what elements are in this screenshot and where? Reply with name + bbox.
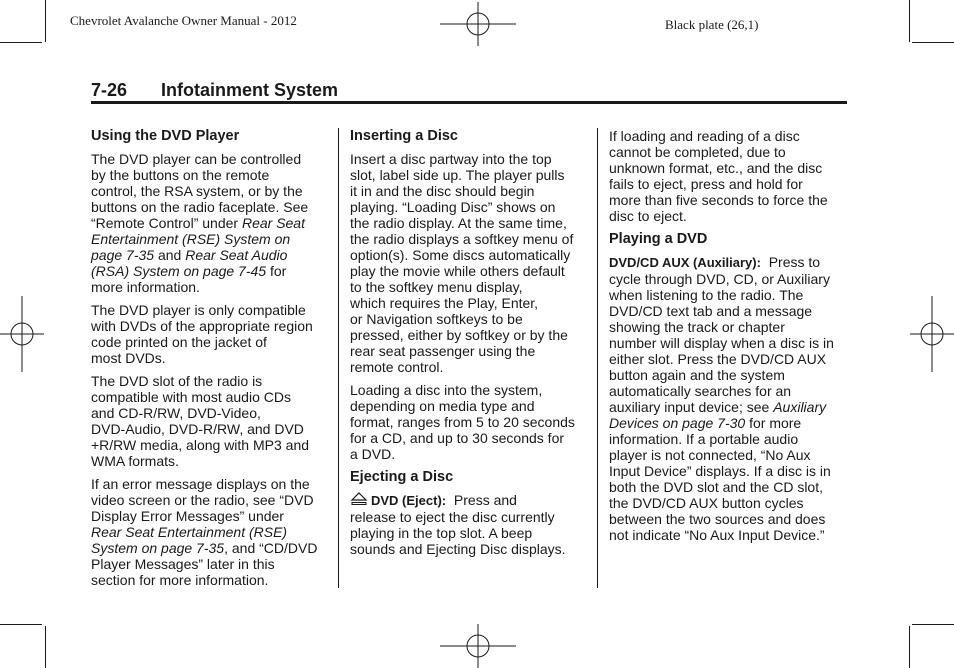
crop-mark (0, 624, 42, 625)
text-run: and (154, 247, 186, 263)
text-line: a DVD. (350, 446, 396, 462)
text-line (91, 540, 331, 556)
text-line: Input Device” displays. If a disc is in (609, 463, 831, 479)
text-line: buttons on the radio faceplate. See (91, 199, 309, 215)
text-run: auxiliary input device; see (609, 399, 774, 415)
paragraph (91, 373, 331, 469)
text-line: DVD/CD text tab and a message (609, 303, 813, 319)
cross-reference-link[interactable]: Rear Seat Audio (185, 247, 288, 263)
text-line: section for more information. (91, 572, 269, 588)
column-divider (597, 128, 598, 588)
text-line: button again and the system (609, 367, 785, 383)
text-line: disc to eject. (609, 208, 687, 224)
text-line: which requires the Play, Enter, (350, 295, 539, 311)
cross-reference-link[interactable]: page 7-35 (91, 247, 155, 263)
text-line: automatically searches for an (609, 383, 792, 399)
text-run: “Remote Control” under (91, 215, 242, 231)
paragraph (350, 492, 590, 557)
text-line: remote control. (350, 359, 444, 375)
page-number: 7-26 (91, 80, 128, 100)
text-line (609, 399, 849, 415)
crop-mark (909, 626, 910, 668)
section-heading: Using the DVD Player (91, 128, 240, 144)
text-line: play the movie while others default (350, 263, 565, 279)
text-line: The DVD player is only compatible (91, 302, 306, 318)
text-line: unknown format, etc., and the disc (609, 160, 823, 176)
text-line: the DVD/CD AUX button cycles (609, 495, 804, 511)
text-line (91, 247, 331, 263)
section-heading: Inserting a Disc (350, 128, 458, 144)
column-1 (91, 128, 331, 595)
chapter-heading (91, 80, 338, 101)
registration-mark-right (910, 296, 954, 372)
text-line: The DVD slot of the radio is (91, 373, 263, 389)
text-line: compatible with most audio CDs (91, 389, 291, 405)
text-line: WMA formats. (91, 453, 179, 469)
paragraph (350, 151, 590, 375)
text-run: for (266, 263, 287, 279)
text-line: more than five seconds to force the (609, 192, 828, 208)
heading-rule (91, 101, 847, 104)
text-line (91, 263, 331, 279)
text-line: rear seat passenger using the (350, 343, 536, 359)
text-line: +R/RW media, along with MP3 and (91, 437, 310, 453)
crop-mark (909, 0, 910, 42)
text-line: slot, label side up. The player pulls (350, 167, 565, 183)
text-line: If an error message displays on the (91, 476, 310, 492)
crop-mark (45, 0, 46, 42)
text-line: format, ranges from 5 to 20 seconds (350, 414, 575, 430)
text-line: sounds and Ejecting Disc displays. (350, 541, 566, 557)
text-line: cycle through DVD, CD, or Auxiliary (609, 271, 830, 287)
cross-reference-link[interactable]: Rear Seat (241, 215, 305, 231)
crop-mark (0, 42, 42, 43)
text-run: Press and (446, 492, 517, 508)
text-line: number will display when a disc is in (609, 335, 834, 351)
column-divider (338, 128, 339, 588)
text-line: by the buttons on the remote (91, 167, 270, 183)
text-line: player is not connected, “No Aux (609, 447, 811, 463)
text-line: Loading a disc into the system, (350, 382, 543, 398)
text-line: and CD-R/RW, DVD-Video, (91, 405, 261, 421)
text-line: or Navigation softkeys to be (350, 311, 523, 327)
text-line: Insert a disc partway into the top (350, 151, 552, 167)
text-line: more information. (91, 279, 200, 295)
text-line: when listening to the radio. The (609, 287, 804, 303)
text-line (609, 254, 849, 271)
text-line: pressed, either by softkey or by the (350, 327, 568, 343)
column-3 (609, 128, 849, 550)
section-heading: Ejecting a Disc (350, 469, 454, 485)
text-line: The DVD player can be controlled (91, 151, 302, 167)
text-line: both the DVD slot and the CD slot, (609, 479, 823, 495)
eject-icon (350, 492, 368, 506)
text-line: between the two sources and does (609, 511, 826, 527)
text-line: playing in the top slot. A beep (350, 525, 533, 541)
text-line: most DVDs. (91, 350, 166, 366)
text-run: for more (745, 415, 802, 431)
registration-mark-top (440, 2, 516, 46)
text-line (350, 492, 590, 509)
text-line: either slot. Press the DVD/CD AUX (609, 351, 827, 367)
text-run: , and “CD/DVD (224, 540, 318, 556)
paragraph (350, 382, 590, 462)
text-line: control, the RSA system, or by the (91, 183, 303, 199)
text-line: code printed on the jacket of (91, 334, 267, 350)
paragraph (91, 302, 331, 366)
paragraph (91, 151, 331, 295)
cross-reference-link[interactable]: (RSA) System on page 7-45 (91, 263, 267, 279)
crop-mark (45, 626, 46, 668)
text-line: it in and the disc should begin (350, 183, 535, 199)
text-line: to the softkey menu display, (350, 279, 523, 295)
manual-title: Chevrolet Avalanche Owner Manual - 2012 (70, 13, 297, 28)
text-line: depending on media type and (350, 398, 535, 414)
text-line: not indicate “No Aux Input Device.” (609, 527, 825, 543)
paragraph (609, 254, 849, 543)
text-line: for a CD, and up to 30 seconds for (350, 430, 565, 446)
paragraph (91, 476, 331, 588)
text-line: release to eject the disc currently (350, 509, 555, 525)
text-line: the radio display. At the same time, (350, 215, 567, 231)
text-line: with DVDs of the appropriate region (91, 318, 313, 334)
text-line: video screen or the radio, see “DVD (91, 492, 314, 508)
cross-reference-link[interactable]: Devices on page 7-30 (609, 415, 746, 431)
text-line (609, 415, 849, 431)
text-line: information. If a portable audio (609, 431, 799, 447)
control-label: DVD (Eject): (371, 493, 447, 508)
cross-reference-link[interactable]: Auxiliary (773, 399, 827, 415)
crop-mark (912, 624, 954, 625)
text-line (91, 215, 331, 231)
text-run: Press to (760, 254, 821, 270)
text-line: fails to eject, press and hold for (609, 176, 803, 192)
paragraph (609, 128, 849, 224)
plate-label: Black plate (26,1) (665, 17, 759, 32)
text-line: cannot be completed, due to (609, 144, 786, 160)
cross-reference-link[interactable]: System on page 7-35 (91, 540, 225, 556)
text-line: DVD-Audio, DVD-R/RW, and DVD (91, 421, 304, 437)
chapter-title: Infotainment System (161, 80, 339, 100)
cross-reference-link[interactable]: Entertainment (RSE) System on (91, 231, 291, 247)
control-label: DVD/CD AUX (Auxiliary): (609, 255, 761, 270)
text-line: option(s). Some discs automatically (350, 247, 571, 263)
text-line: Display Error Messages” under (91, 508, 284, 524)
column-2 (350, 128, 590, 564)
text-line: showing the track or chapter (609, 319, 785, 335)
text-line: playing. “Loading Disc” shows on (350, 199, 556, 215)
crop-mark (912, 42, 954, 43)
text-line: the radio displays a softkey menu of (350, 231, 574, 247)
section-heading: Playing a DVD (609, 231, 708, 247)
text-line: If loading and reading of a disc (609, 128, 800, 144)
registration-mark-left (0, 296, 44, 372)
cross-reference-link[interactable]: Rear Seat Entertainment (RSE) (91, 524, 288, 540)
registration-mark-bottom (440, 624, 516, 668)
text-line: Player Messages” later in this (91, 556, 275, 572)
